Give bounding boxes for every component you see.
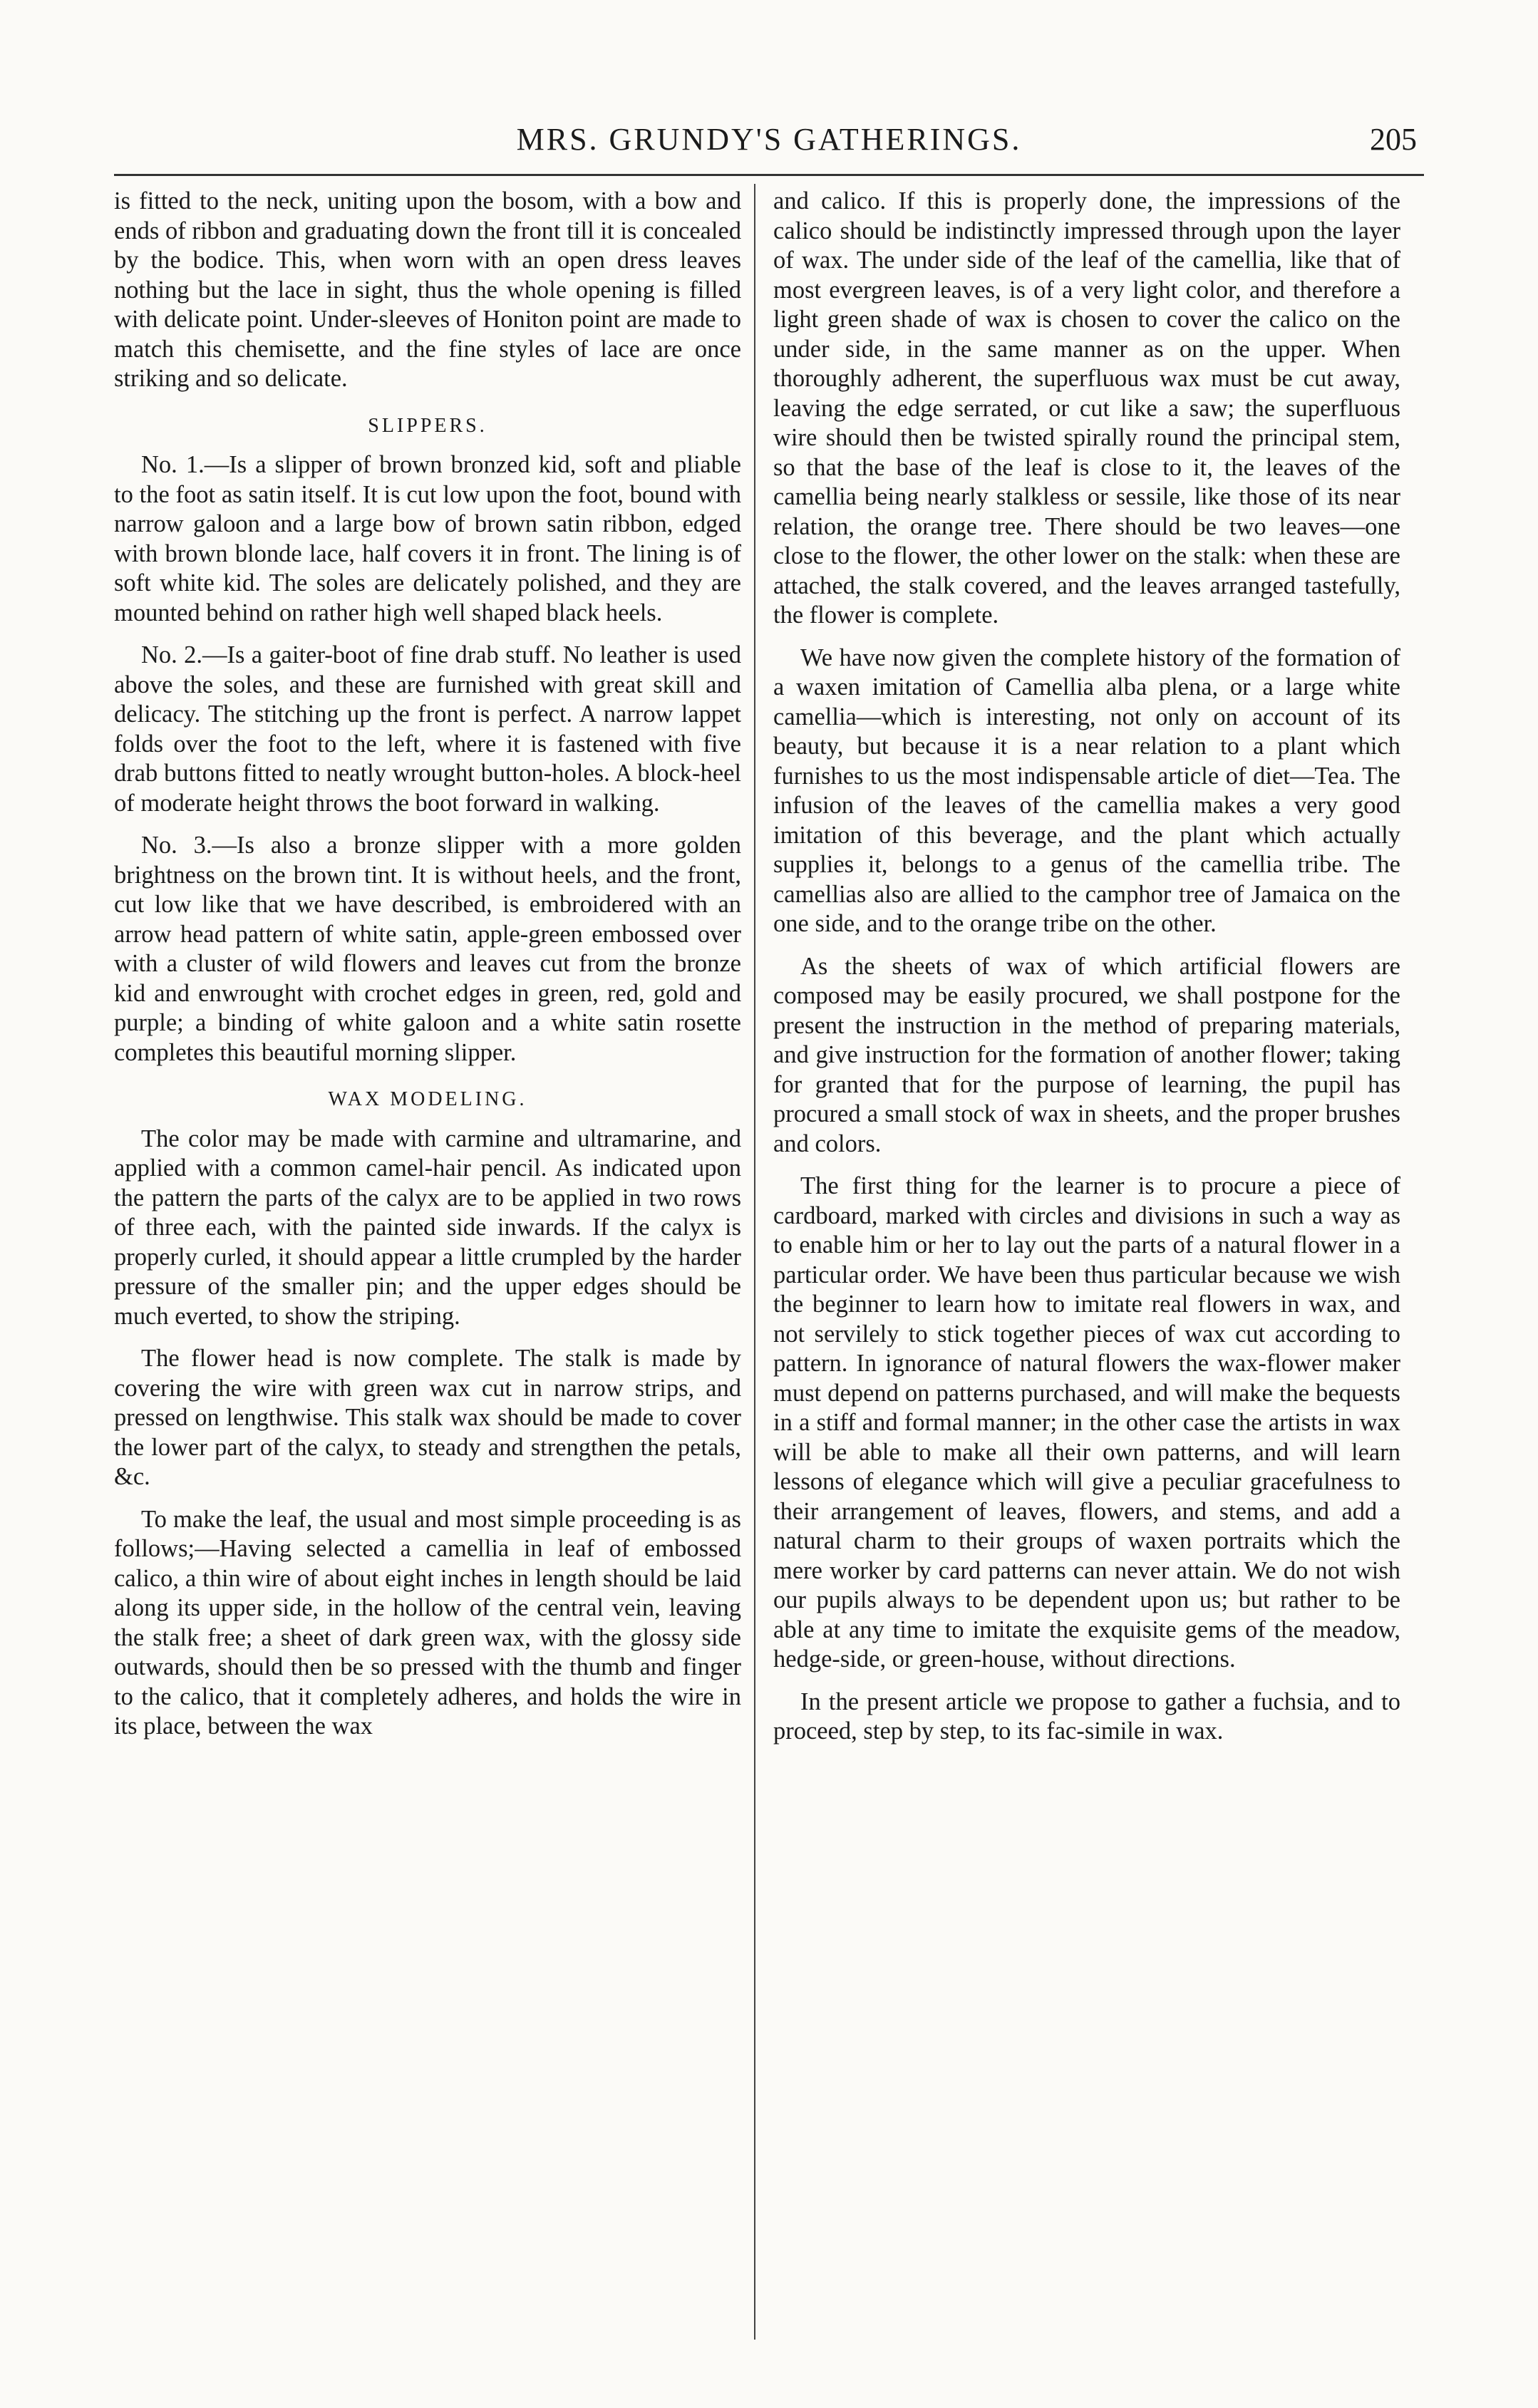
page-number: 205 — [1370, 122, 1417, 157]
section-heading-wax-modeling: WAX MODELING. — [328, 1088, 527, 1110]
paragraph: No. 1.—Is a slipper of brown bronzed kid, soft and pliable to the foot as satin itself. It is cut low upon the foot, bound with narrow galoon and a large bow of brown satin ribbon, edged with brown blonde lace, half covers it in front. The lining is of soft white kid. The soles are delicately polished, and they are mounted behind on rather high well shaped black heels. — [114, 451, 741, 626]
header-rule — [114, 174, 1424, 176]
section-heading-slippers: SLIPPERS. — [368, 414, 487, 437]
left-column — [114, 187, 741, 1742]
right-column — [773, 187, 1400, 1747]
running-head — [114, 121, 1424, 171]
paragraph: The flower head is now complete. The stalk is made by covering the wire with green wax cut in narrow strips, and pressed on lengthwise. This stalk wax should be made to cover the lower part of the calyx, to steady and strengthen the petals, &c. — [114, 1345, 741, 1490]
paragraph: The color may be made with carmine and ultramarine, and applied with a common camel-hair pencil. As indicated upon the pattern the parts of the calyx are to be applied in two rows of three each, with the painted side inwards. If the calyx is properly curled, it should appear a little crumpled by the harder pressure of the smaller pin; and the upper edges should be much everted, to show the striping. — [114, 1125, 741, 1330]
paragraph: No. 2.—Is a gaiter-boot of fine drab stuff. No leather is used above the soles, and these are furnished with great skill and delicacy. The stitching up the front is perfect. A narrow lappet folds over the foot to the left, where it is fastened with five drab buttons fitted to neatly wrought button-holes. A block-heel of moderate height throws the boot forward in walking. — [114, 641, 741, 817]
paragraph: In the present article we propose to gather a fuchsia, and to proceed, step by step, to its fac-simile in wax. — [773, 1688, 1400, 1745]
paragraph: To make the leaf, the usual and most simple proceeding is as follows;—Having selected a camellia in leaf of embossed calico, a thin wire of about eight inches in length should be laid along its upper side, in the hollow of the central vein, leaving the stalk free; a sheet of dark green wax, with the glossy side outwards, should then be so pressed with the thumb and finger to the calico, that it completely adheres, and holds the wire in its place, between the wax — [114, 1505, 741, 1740]
paragraph: and calico. If this is properly done, the impressions of the calico should be indistinctly impressed through upon the layer of wax. The under side of the leaf of the camellia, like that of most evergreen leaves, is of a very light color, and therefore a light green shade of wax is chosen to cover the calico on the under side, in the same manner as on the upper. When thoroughly adherent, the superfluous wax must be cut away, leaving the edge serrated, or cut like a saw; the superfluous wire should then be twisted spirally round the principal stem, so that the base of the leaf is close to it, the leaves of the camellia being nearly stalkless or sessile, like those of its near relation, the orange tree. There should be two leaves—one close to the flower, the other lower on the stalk: when these are attached, the stalk covered, and the leaves arranged tastefully, the flower is complete. — [773, 187, 1400, 629]
running-title: MRS. GRUNDY'S GATHERINGS. — [516, 122, 1022, 157]
paragraph: As the sheets of wax of which artificial flowers are composed may be easily procured, we shall postpone for the present the instruction in the method of preparing materials, and give instruction for the formation of another flower; taking for granted that for the purpose of learning, the pupil has procured a small stock of wax in sheets, and the proper brushes and colors. — [773, 952, 1400, 1157]
column-divider — [754, 184, 755, 2340]
paragraph: We have now given the complete history of the formation of a waxen imitation of Camellia alba plena, or a large white camellia—which is interesting, not only on account of its beauty, but because it is a near relation to a plant which furnishes to us the most indispensable article of diet—Tea. The infusion of the leaves of the camellia makes a very good imitation of this beverage, and the plant which actually supplies it, belongs to a genus of the camellia tribe. The camellias also are allied to the camphor tree of Jamaica on the one side, and to the orange tribe on the other. — [773, 644, 1400, 937]
paragraph: The first thing for the learner is to procure a piece of cardboard, marked with circles and divisions in such a way as to enable him or her to lay out the parts of a natural flower in a particular order. We have been thus particular because we wish the beginner to learn how to imitate real flowers in wax, and not servilely to stick together pieces of wax cut according to pattern. In ignorance of natural flowers the wax-flower maker must depend on patterns purchased, and will make the bequests in a stiff and formal manner; in the other case the artists in wax will be able to make all their own patterns, and will learn lessons of elegance which will give a peculiar gracefulness to their arrangement of leaves, flowers, and stems, and add a natural charm to their groups of waxen portraits which the mere worker by card patterns can never attain. We do not wish our pupils always to be dependent upon us; but rather to be able at any time to imitate the exquisite gems of the meadow, hedge-side, or green-house, without directions. — [773, 1172, 1400, 1673]
paragraph: No. 3.—Is also a bronze slipper with a more golden brightness on the brown tint. It is without heels, and the front, cut low like that we have described, is embroidered with an arrow head pattern of white satin, apple-green embossed over with a cluster of wild flowers and leaves cut from the bronze kid and enwrought with crochet edges in green, red, gold and purple; a binding of white galoon and a white satin rosette completes this beautiful morning slipper. — [114, 832, 741, 1066]
paragraph: is fitted to the neck, uniting upon the bosom, with a bow and ends of ribbon and graduating down the front till it is concealed by the bodice. This, when worn with an open dress leaves nothing but the lace in sight, thus the whole opening is filled with delicate point. Under-sleeves of Honiton point are made to match this chemisette, and the fine styles of lace are once striking and so delicate. — [114, 187, 741, 392]
